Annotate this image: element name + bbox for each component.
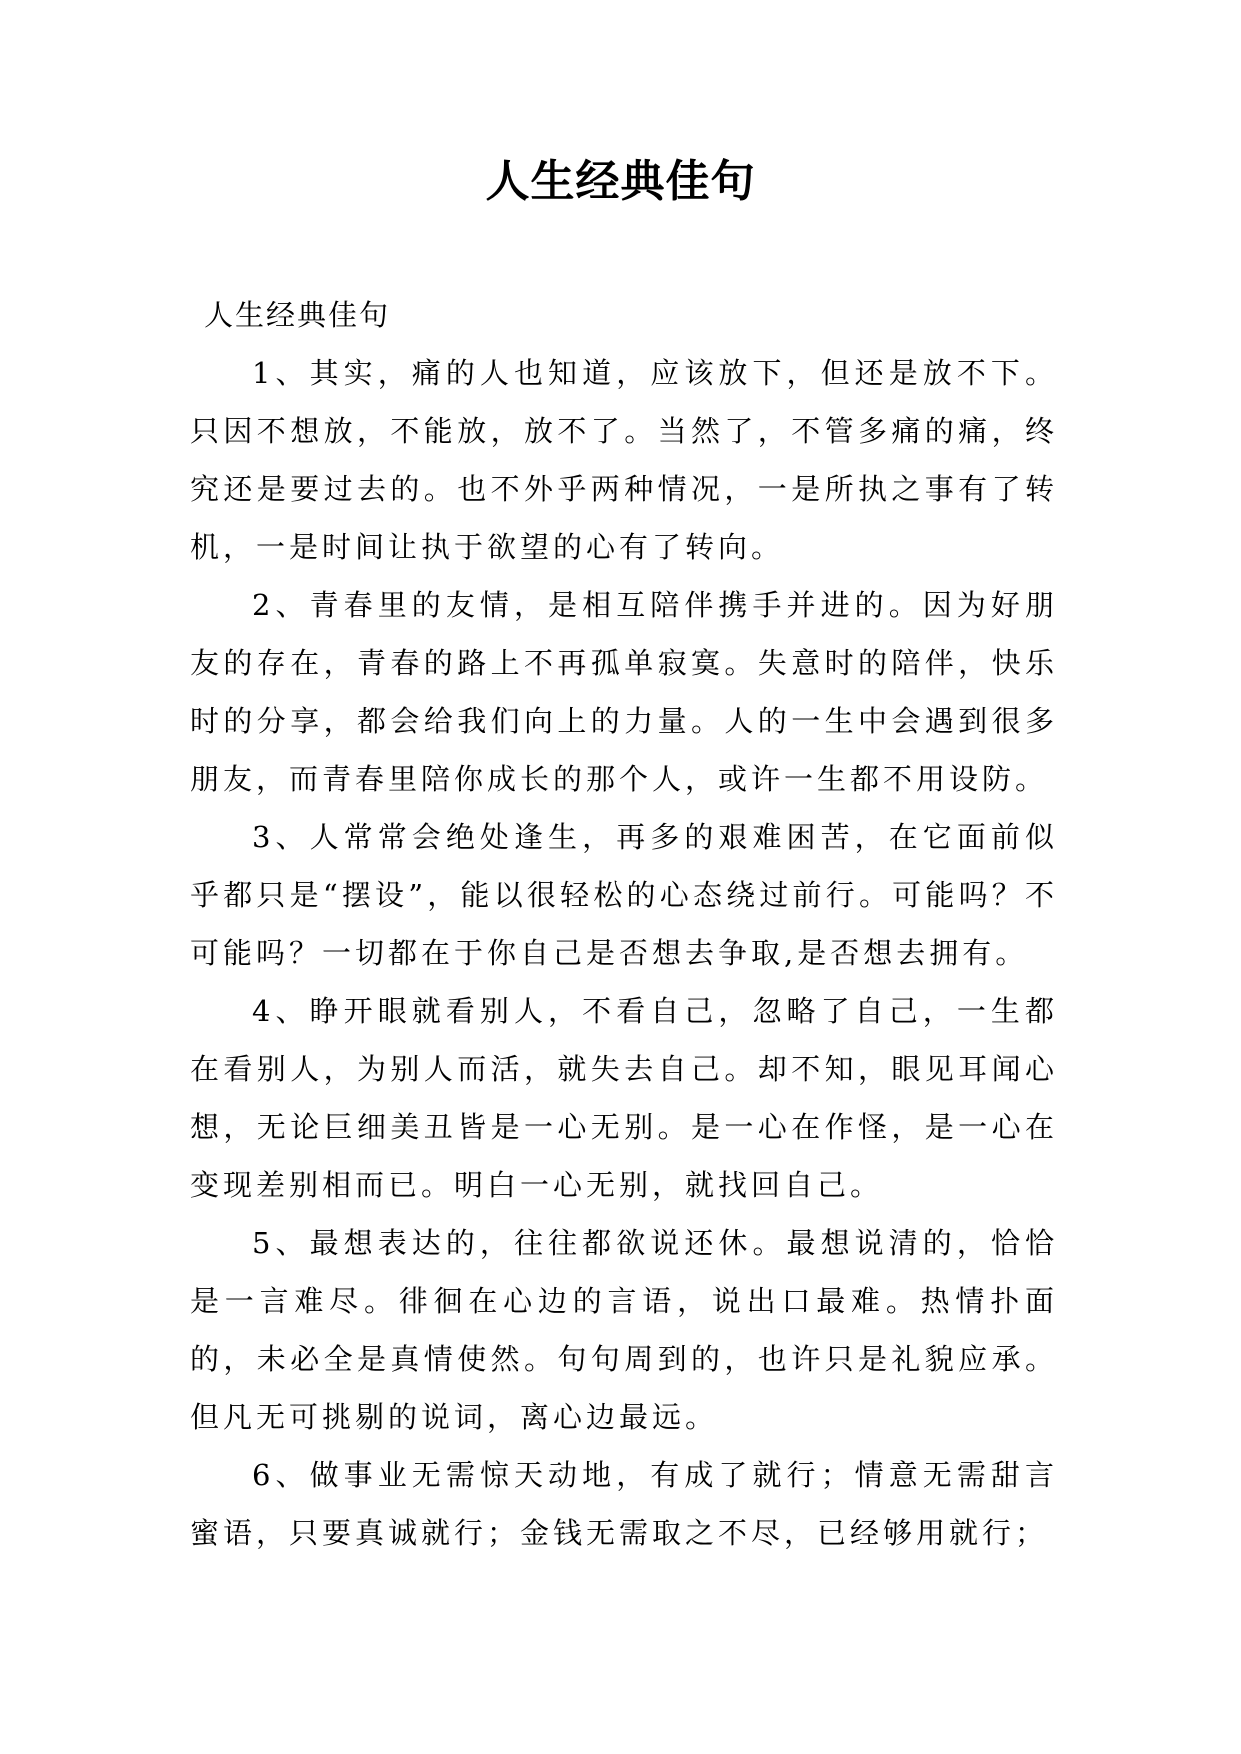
paragraph-5: 5、最想表达的，往往都欲说还休。最想说清的，恰恰是一言难尽。徘徊在心边的言语，说出口最难。热情扑面的，未必全是真情使然。句句周到的，也许只是礼貌应承。但凡无可挑剔的说词，离心边最远。	[190, 1226, 1058, 1434]
document-title: 人生经典佳句	[485, 156, 756, 207]
paragraph-6: 6、做事业无需惊天动地，有成了就行；情意无需甜言蜜语，只要真诚就行；金钱无需取之不尽，已经够用就行；	[190, 1458, 1058, 1550]
paragraph-2: 2、青春里的友情，是相互陪伴携手并进的。因为好朋友的存在，青春的路上不再孤单寂寞。失意时的陪伴，快乐时的分享，都会给我们向上的力量。人的一生中会遇到很多朋友，而青春里陪你成长的那个人，或许一生都不用设防。	[190, 588, 1058, 796]
paragraph-4: 4、睁开眼就看别人，不看自己，忽略了自己，一生都在看别人，为别人而活，就失去自己。却不知，眼见耳闻心想，无论巨细美丑皆是一心无别。是一心在作怪，是一心在变现差别相而已。明白一心无别，就找回自己。	[190, 994, 1058, 1202]
document-subtitle: 人生经典佳句	[204, 298, 391, 332]
paragraph-3: 3、人常常会绝处逢生，再多的艰难困苦，在它面前似乎都只是“摆设”，能以很轻松的心态绕过前行。可能吗？不可能吗？一切都在于你自己是否想去争取,是否想去拥有。	[190, 820, 1058, 970]
paragraph-1: 1、其实，痛的人也知道，应该放下，但还是放不下。只因不想放，不能放，放不了。当然了，不管多痛的痛，终究还是要过去的。也不外乎两种情况，一是所执之事有了转机，一是时间让执于欲望的心有了转向。	[190, 356, 1058, 564]
document-body	[190, 286, 1058, 1562]
